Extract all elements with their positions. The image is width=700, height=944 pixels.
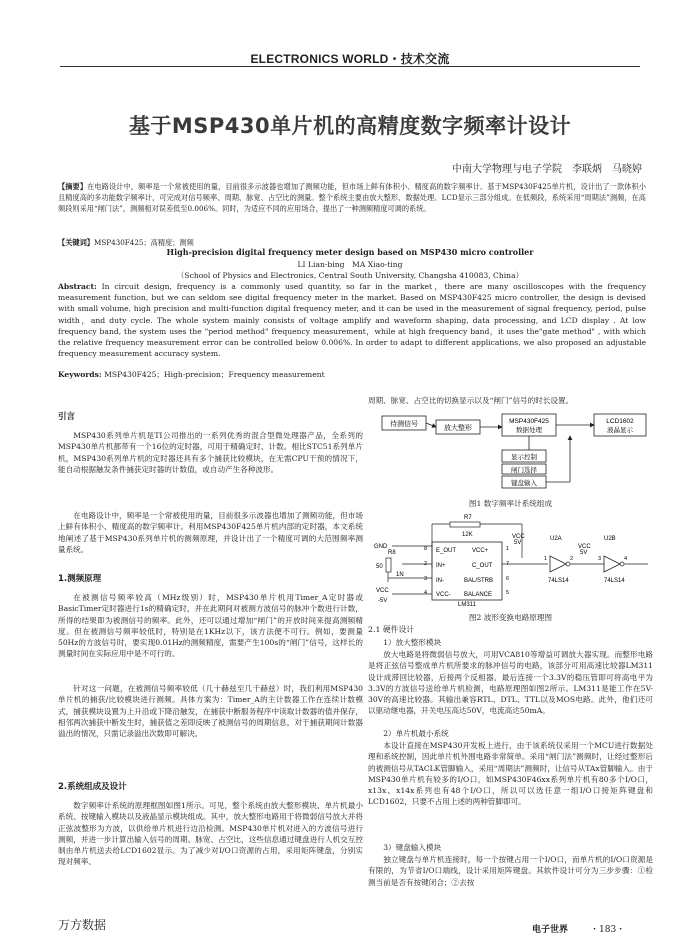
num-right-3: 5 (506, 590, 510, 596)
label-5v: 5V (514, 540, 522, 546)
english-keywords-text: MSP430F425；High-precision；Frequency measurement (101, 370, 325, 379)
u2b-pin-out: 4 (624, 556, 628, 562)
num-right-2: 6 (506, 576, 510, 582)
section-2-heading: 2.系统组成及设计 (58, 782, 127, 792)
label-vcc-left: VCC (376, 588, 389, 594)
figure-2-circuit-diagram (372, 512, 652, 607)
label-signal: 待测信号 (390, 421, 418, 428)
label-minus-5v: -5V (378, 598, 388, 604)
pin-right-1: C_OUT (472, 563, 493, 569)
english-title: High-precision digital frequency meter design based on MSP430 micro controller (166, 247, 534, 257)
english-authors: LI Lian-bing MA Xiao-ting (297, 260, 403, 269)
label-vcc-right: VCC (512, 534, 525, 540)
keywords-cn-text: MSP430F425；高精度；测频 (93, 238, 194, 247)
section-2-1-item-2: 2）单片机最小系统 (383, 729, 449, 738)
u2a-pin-in: 1 (544, 556, 548, 562)
section-2-1-paragraph-3: 独立键盘与单片机连接时，每一个按键占用一个I/O口，而单片机的I/O口资源是有限的，为节省I/O口端线，设计采用矩阵键盘。其软件设计可分为三步步骤：①检测当前是否有按键闭合；②去按 (368, 855, 653, 887)
num-left-3: 4 (424, 590, 428, 596)
label-u2b-chip: 74LS14 (604, 578, 625, 584)
label-lcd-line2: 液晶显示 (607, 427, 633, 434)
label-lcd-line1: LCD1602 (606, 418, 634, 425)
label-mcu-line1: MSP430F425 (509, 418, 549, 425)
intro-heading: 引言 (58, 412, 76, 422)
english-keywords (58, 369, 646, 380)
section-2-paragraph-1: 数字频率计系统的原理框图如图1所示。可见，整个系统由放大整形模块、单片机最小系统、按键输入模块以及液晶显示模块组成。其中，放大整形电路用于将微弱信号放大并将正弦波整形为方波，以供给单片机进行边沿检测。MSP430单片机对进入的方波信号进行测频，并进一步计算出输入信号的周期、脉宽、占空比，这些信息通过键盘进行人机交互控制由单片机送去给LCD1602显示。为了减少对I/O口资源的占用，采用矩阵键盘，分别实现对频率、 (58, 801, 363, 867)
pin-left-2: IN- (436, 578, 444, 584)
label-amp: 放大整形 (444, 425, 472, 432)
section-1-paragraph-1: 在被测信号频率较高（MHz级别）时，MSP430单片机用Timer_A定时器或BasicTimer定时器进行1s的精确定时，并在此期间对被测方波信号的脉冲个数进行计数，所得的结果即为被测信号的频率。此外，还可以通过增加“闸门”的开放时间来提高测频精度。但在被测信号频率较低时，特别是在1KHz以下，该方法便不可行。例如，要测量50Hz的方波信号时，要实现0.01Hz的测频精度，需要产生100s的“闸门”信号，这样长的测量时间在实际应用中是不可行的。 (58, 593, 363, 659)
label-keys: 键盘输入 (511, 480, 537, 487)
section-2-1-paragraph-2: 本设计直接在MSP430开发板上进行，由于该系统仅采用一个MCU进行数据处理和系统控制，因此单片机外围电路非常简单。采用“闸门法”测频时，让经过整形后的被测信号从TACLK管脚输入，采用“周期法”测频时，让信号从TAx管脚输入。由于MSP430单片机有较多的I/O口，如MSP430F46xx系列单片机有80多个I/O口，x13x、x14x系列也有48个I/O口，所以可以选任意一组I/O口接矩阵键盘和LCD1602，只要不占用上述的两种管脚即可。 (368, 741, 653, 807)
footer-page-number: ・183・ (590, 925, 626, 935)
header-rule (60, 66, 640, 67)
pin-left-1: IN+ (436, 563, 446, 569)
label-u2a-chip: 74LS14 (548, 578, 569, 584)
label-r9-value: 1N (396, 572, 404, 578)
figure-1-block-diagram (380, 410, 650, 490)
label-ctrl: 显示控制 (511, 454, 537, 461)
continued-text: 周期、脉宽、占空比的切换显示以及“闸门”信号的时长设置。 (368, 396, 574, 405)
pin-right-3: BALANCE (464, 592, 493, 598)
label-u2a: U2A (550, 536, 562, 542)
pin-right-0: VCC+ (472, 548, 489, 554)
authors-cn: 中南大学物理与电子学院 李联炳 马晓婷 (452, 164, 642, 175)
keywords-cn-label: 【关键词】 (58, 238, 94, 247)
abstract-cn-label: 【摘要】 (58, 182, 88, 191)
intro-paragraph-2: 在电路设计中，频率是一个常被使用的量，目前很多示波器也增加了测频功能，但市场上鲜有体积小、精度高的数字频率计。利用MSP430F425单片机内部的定时器，本文系统地阐述了基于MSP430系列单片机的测频原理，并设计出了一个精度可调的大范围频率测量系统。 (58, 511, 363, 554)
num-left-2: 3 (424, 576, 428, 582)
num-right-0: 1 (506, 546, 510, 552)
label-mcu-line2: 数据处理 (516, 427, 542, 434)
abstract-cn (58, 181, 646, 215)
figure-1-caption: 图1 数字频率计系统组成 (468, 499, 553, 508)
english-abstract-label: Abstract: (58, 282, 97, 291)
num-left-0: 8 (424, 546, 428, 552)
label-5v-mid: 5V (580, 550, 588, 556)
num-right-1: 7 (506, 561, 510, 567)
english-keywords-label: Keywords: (58, 370, 102, 379)
pin-left-0: E_OUT (436, 548, 457, 554)
label-vcc-mid: VCC (578, 544, 591, 550)
section-2-1-item-3: 3）键盘输入模块 (383, 843, 442, 852)
footer-watermark: 万方数据 (58, 918, 107, 932)
paper-title: 基于MSP430单片机的高精度数字频率计设计 (128, 114, 572, 138)
intro-paragraph-1: MSP430系列单片机是TI公司推出的一系列优秀的混合型微处理器产品，全系列的MSP430单片机都带有一个16位的定时器，可用于精确定时、计数。相比STC51系列单片机，MSP430系列单片机的定时器还具有多个捕获比较模块，在无需CPU干预的情况下，能自动根据触发条件捕获定时器的计数值，或自动产生各种波形。 (58, 431, 363, 474)
pin-left-3: VCC- (436, 592, 451, 598)
section-1-paragraph-2: 针对这一问题，在被测信号频率较低（几十赫兹至几千赫兹）时，我们利用MSP430单片机的捕获/比较模块进行测频。具体方案为：Timer_A的主计数器工作在连续计数模式，捕获模块设置为上升沿或下降沿触发，在捕获中断服务程序中读取计数器的值并保存，相邻两次捕获中断发生时，捕获值之差即反映了被测信号的周期信息，对于捕获期间计数器溢出的情况，只需记录溢出次数即可解决。 (58, 684, 363, 739)
section-2-1-paragraph-1: 放大电路是将微弱信号放大，可用VCA810等增益可调放大器实现。而整形电路是将正弦信号整成单片机所要求的脉冲信号的电路，该部分可用高速比较器LM311设计成滞回比较器，后接两个反相器，最后连接一个3.3V的稳压管即可将高电平为3.3V的方波信号送给单片机检测，电路原理图如图2所示。LM311是能工作在5V-30V的高速比较器。其输出兼容RTL、DTL、TTL以及MOS电路。此外，他们还可以驱动继电器，开关电压高达50V，电流高达50mA。 (368, 650, 653, 716)
label-gate: 闸门选择 (511, 467, 537, 474)
label-r7: R7 (464, 515, 472, 521)
label-lm311: LM311 (458, 602, 476, 607)
section-1-heading: 1.测频原理 (58, 574, 102, 584)
label-u2b: U2B (604, 536, 616, 542)
label-r8-value: 50 (376, 564, 383, 570)
label-r8: R8 (388, 550, 396, 556)
abstract-cn-text: 在电路设计中，频率是一个常被使用的量，目前很多示波器也增加了测频功能，但市场上鲜有体积小、精度高的数字频率计。基于MSP430F425单片机，设计出了一款体积小且精度高的多功能数字频率计，可完成对信号频率、周期、脉宽、占空比的测量。整个系统主要由放大整形、数据处理、LCD显示三部分组成。在低频段，系统采用“周期法”测频，在高频段则采用“闸门法”，测频相对误差低至0.006%。同时，为适应不同的应用场合，提出了一种测频精度可调的系统。 (58, 182, 646, 214)
label-gnd: GND (374, 544, 388, 550)
section-2-1-heading: 2.1 硬件设计 (368, 625, 415, 634)
english-affiliation: （School of Physics and Electronics, Central South University, Changsha 410083, China） (176, 271, 524, 280)
figure-2-caption: 图2 波形变换电路原理图 (468, 613, 553, 622)
label-r7-value: 12K (462, 532, 473, 538)
num-left-1: 2 (424, 561, 428, 567)
footer-journal-name: 电子世界 (532, 925, 569, 935)
english-abstract-text: In circuit design, frequency is a commonly used quantity, so far in the market，there are many oscilloscopes with the frequency measurement function, but we can seldom see digital frequency meter in the market. Based on MSP430F425 micro controller, the design is devised with small volume, high precision and multi-function digital frequency meter, and it can be used in the measurement of signal frequency, period, pulse width，and duty cycle. The whole system mainly consists of voltage amplify and waveform shaping, data processing, and LCD display . At low frequency band, the system uses the "period method" frequency measurement，while at high frequency band，it uses the"gate method" , with which the relative frequency measurement error can be controlled below 0.006%. In order to adapt to different applications, we also proposed an adjustable frequency measurement accuracy system. (58, 282, 646, 359)
u2b-pin-in: 3 (598, 556, 602, 562)
journal-header: ELECTRONICS WORLD・技术交流 (250, 52, 450, 66)
u2a-pin-out: 2 (570, 556, 574, 562)
pin-right-2: BAL/STRB (464, 578, 494, 584)
english-abstract (58, 281, 646, 359)
section-2-1-item-1: 1）放大整形模块 (383, 638, 442, 647)
